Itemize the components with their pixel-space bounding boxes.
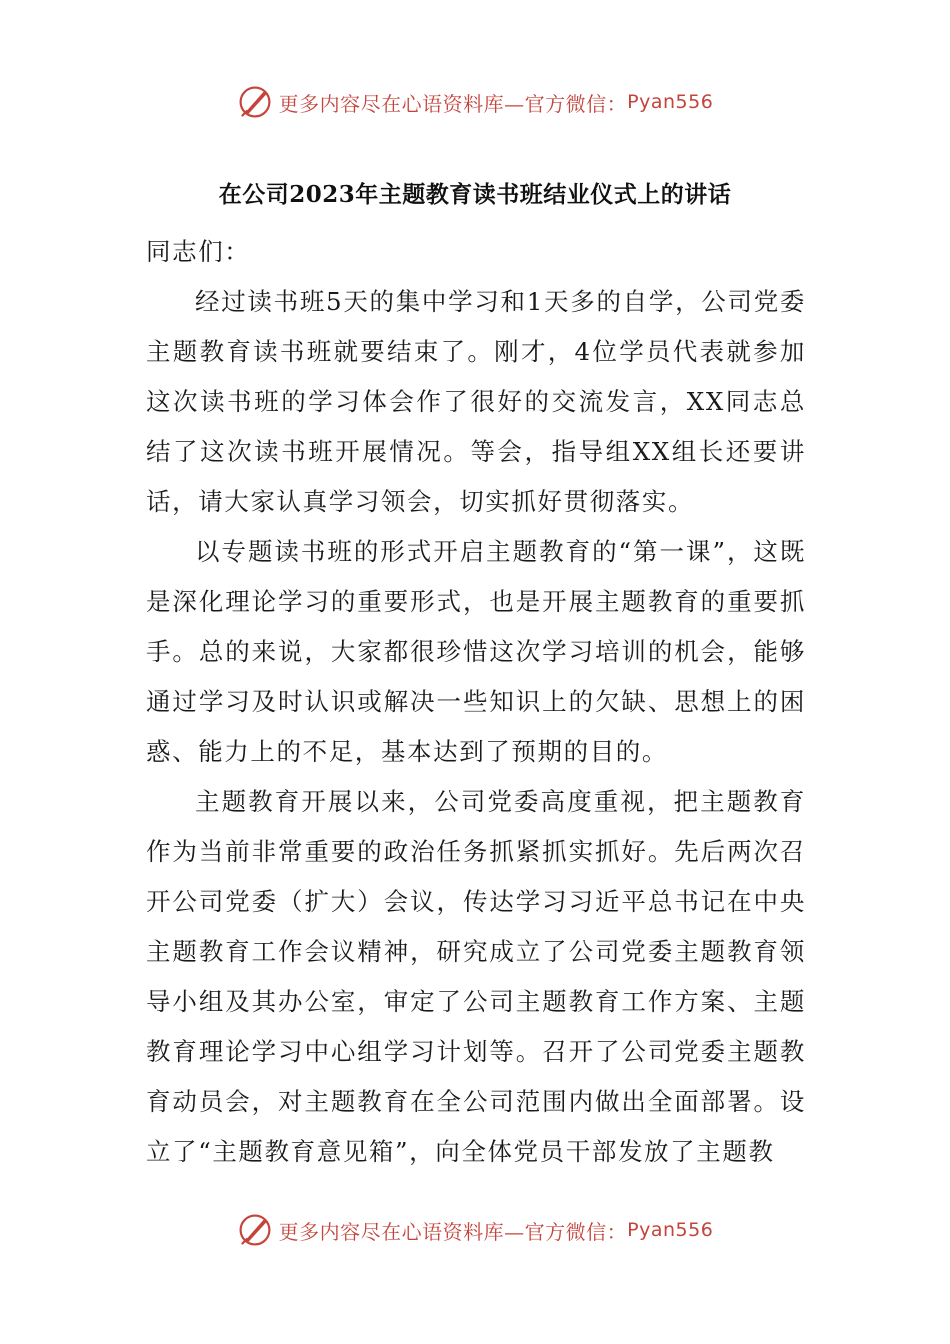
watermark-header	[0, 82, 950, 122]
watermark-text: 更多内容尽在心语资料库—官方微信：	[278, 1219, 628, 1244]
salutation: 同志们：	[146, 237, 251, 266]
quill-pen-logo-icon	[237, 84, 273, 120]
watermark-footer	[0, 1210, 950, 1250]
paragraph: 经过读书班5天的集中学习和1天多的自学，公司党委主题教育读书班就要结束了。刚才，4位学员代表就参加这次读书班的学习体会作了很好的交流发言，XX同志总结了这次读书班开展情况。等会，指导组XX组长还要讲话，请大家认真学习领会，切实抓好贯彻落实。	[146, 287, 806, 516]
document-title: 在公司2023年主题教育读书班结业仪式上的讲话	[218, 181, 732, 208]
watermark-wechat-id: Pyan556	[627, 1219, 714, 1241]
watermark-wechat-id: Pyan556	[627, 91, 714, 113]
paragraph: 主题教育开展以来，公司党委高度重视，把主题教育作为当前非常重要的政治任务抓紧抓实抓好。先后两次召开公司党委（扩大）会议，传达学习习近平总书记在中央主题教育工作会议精神，研究成立了公司党委主题教育领导小组及其办公室，审定了公司主题教育工作方案、主题教育理论学习中心组学习计划等。召开了公司党委主题教育动员会，对主题教育在全公司范围内做出全面部署。设立了“主题教育意见箱”，向全体党员干部发放了主题教	[146, 787, 806, 1166]
paragraph: 以专题读书班的形式开启主题教育的“第一课”，这既是深化理论学习的重要形式，也是开展主题教育的重要抓手。总的来说，大家都很珍惜这次学习培训的机会，能够通过学习及时认识或解决一些知识上的欠缺、思想上的困惑、能力上的不足，基本达到了预期的目的。	[146, 537, 806, 766]
quill-pen-logo-icon	[237, 1212, 273, 1248]
watermark-text: 更多内容尽在心语资料库—官方微信：	[278, 91, 628, 116]
document-body	[146, 227, 806, 1177]
